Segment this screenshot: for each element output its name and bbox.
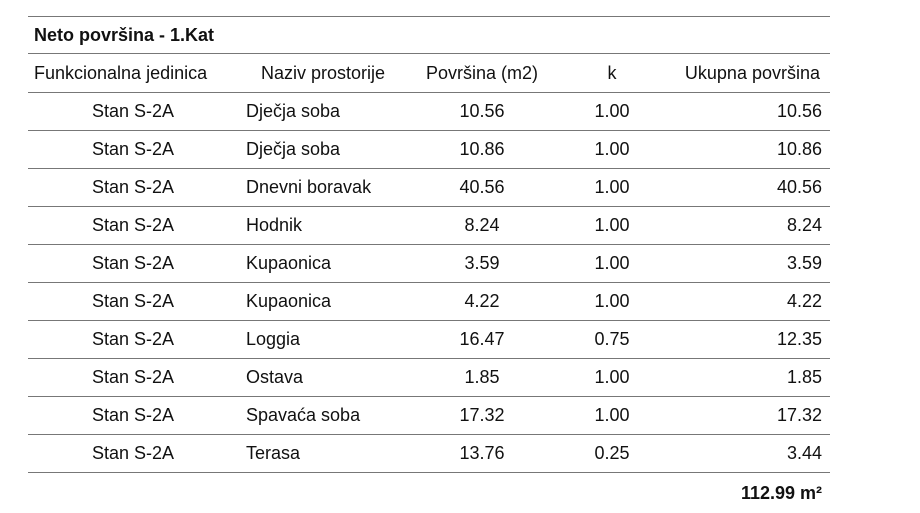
cell-room: Dnevni boravak <box>246 177 372 197</box>
cell-room: Spavaća soba <box>246 405 361 425</box>
cell-area: 40.56 <box>459 177 505 197</box>
table-row <box>28 397 830 435</box>
cell-room: Kupaonica <box>246 291 332 311</box>
cell-total: 40.56 <box>776 177 822 197</box>
table-row <box>28 359 830 397</box>
cell-area: 13.76 <box>459 443 505 463</box>
table-row <box>28 435 830 473</box>
header-unit: Funkcionalna jedinica <box>34 62 208 83</box>
cell-unit: Stan S-2A <box>91 329 175 349</box>
cell-unit: Stan S-2A <box>91 101 175 121</box>
table-title: Neto površina - 1.Kat <box>28 16 830 54</box>
table-row <box>28 283 830 321</box>
area-table <box>28 16 830 513</box>
cell-total: 10.56 <box>776 101 822 121</box>
cell-unit: Stan S-2A <box>91 177 175 197</box>
cell-room: Loggia <box>246 329 301 349</box>
cell-room: Hodnik <box>246 215 303 235</box>
cell-area: 16.47 <box>459 329 505 349</box>
cell-k: 1.00 <box>594 253 630 273</box>
cell-area: 17.32 <box>459 405 505 425</box>
cell-total: 8.24 <box>786 215 822 235</box>
cell-total: 3.44 <box>786 443 822 463</box>
cell-k: 1.00 <box>594 101 630 121</box>
cell-k: 1.00 <box>594 215 630 235</box>
cell-unit: Stan S-2A <box>91 215 175 235</box>
cell-area: 8.24 <box>464 215 500 235</box>
cell-room: Ostava <box>246 367 304 387</box>
grand-total-row <box>28 473 830 513</box>
cell-unit: Stan S-2A <box>91 253 175 273</box>
table-header-row <box>28 54 830 93</box>
table-row <box>28 131 830 169</box>
cell-area: 10.56 <box>459 101 505 121</box>
cell-room: Dječja soba <box>246 139 341 159</box>
cell-k: 1.00 <box>594 139 630 159</box>
table-row <box>28 245 830 283</box>
cell-total: 4.22 <box>786 291 822 311</box>
header-room: Naziv prostorije <box>260 62 386 83</box>
cell-unit: Stan S-2A <box>91 367 175 387</box>
cell-room: Kupaonica <box>246 253 332 273</box>
cell-area: 3.59 <box>464 253 500 273</box>
cell-k: 0.75 <box>594 329 630 349</box>
cell-unit: Stan S-2A <box>91 291 175 311</box>
cell-unit: Stan S-2A <box>91 405 175 425</box>
cell-k: 1.00 <box>594 405 630 425</box>
cell-total: 10.86 <box>776 139 822 159</box>
cell-unit: Stan S-2A <box>91 139 175 159</box>
cell-k: 1.00 <box>594 291 630 311</box>
header-area: Površina (m2) <box>425 62 539 83</box>
cell-total: 3.59 <box>786 253 822 273</box>
cell-room: Terasa <box>246 443 301 463</box>
cell-k: 1.00 <box>594 177 630 197</box>
cell-k: 0.25 <box>594 443 630 463</box>
cell-unit: Stan S-2A <box>91 443 175 463</box>
header-k: k <box>607 62 617 83</box>
table-row <box>28 207 830 245</box>
cell-k: 1.00 <box>594 367 630 387</box>
cell-area: 10.86 <box>459 139 505 159</box>
cell-area: 4.22 <box>464 291 500 311</box>
cell-total: 1.85 <box>786 367 822 387</box>
cell-total: 17.32 <box>776 405 822 425</box>
cell-room: Dječja soba <box>246 101 341 121</box>
cell-area: 1.85 <box>464 367 500 387</box>
table-row <box>28 169 830 207</box>
cell-total: 12.35 <box>776 329 822 349</box>
table-row <box>28 93 830 131</box>
grand-total-value: 112.99 m² <box>740 482 822 503</box>
table-row <box>28 321 830 359</box>
header-total: Ukupna površina <box>684 62 820 83</box>
